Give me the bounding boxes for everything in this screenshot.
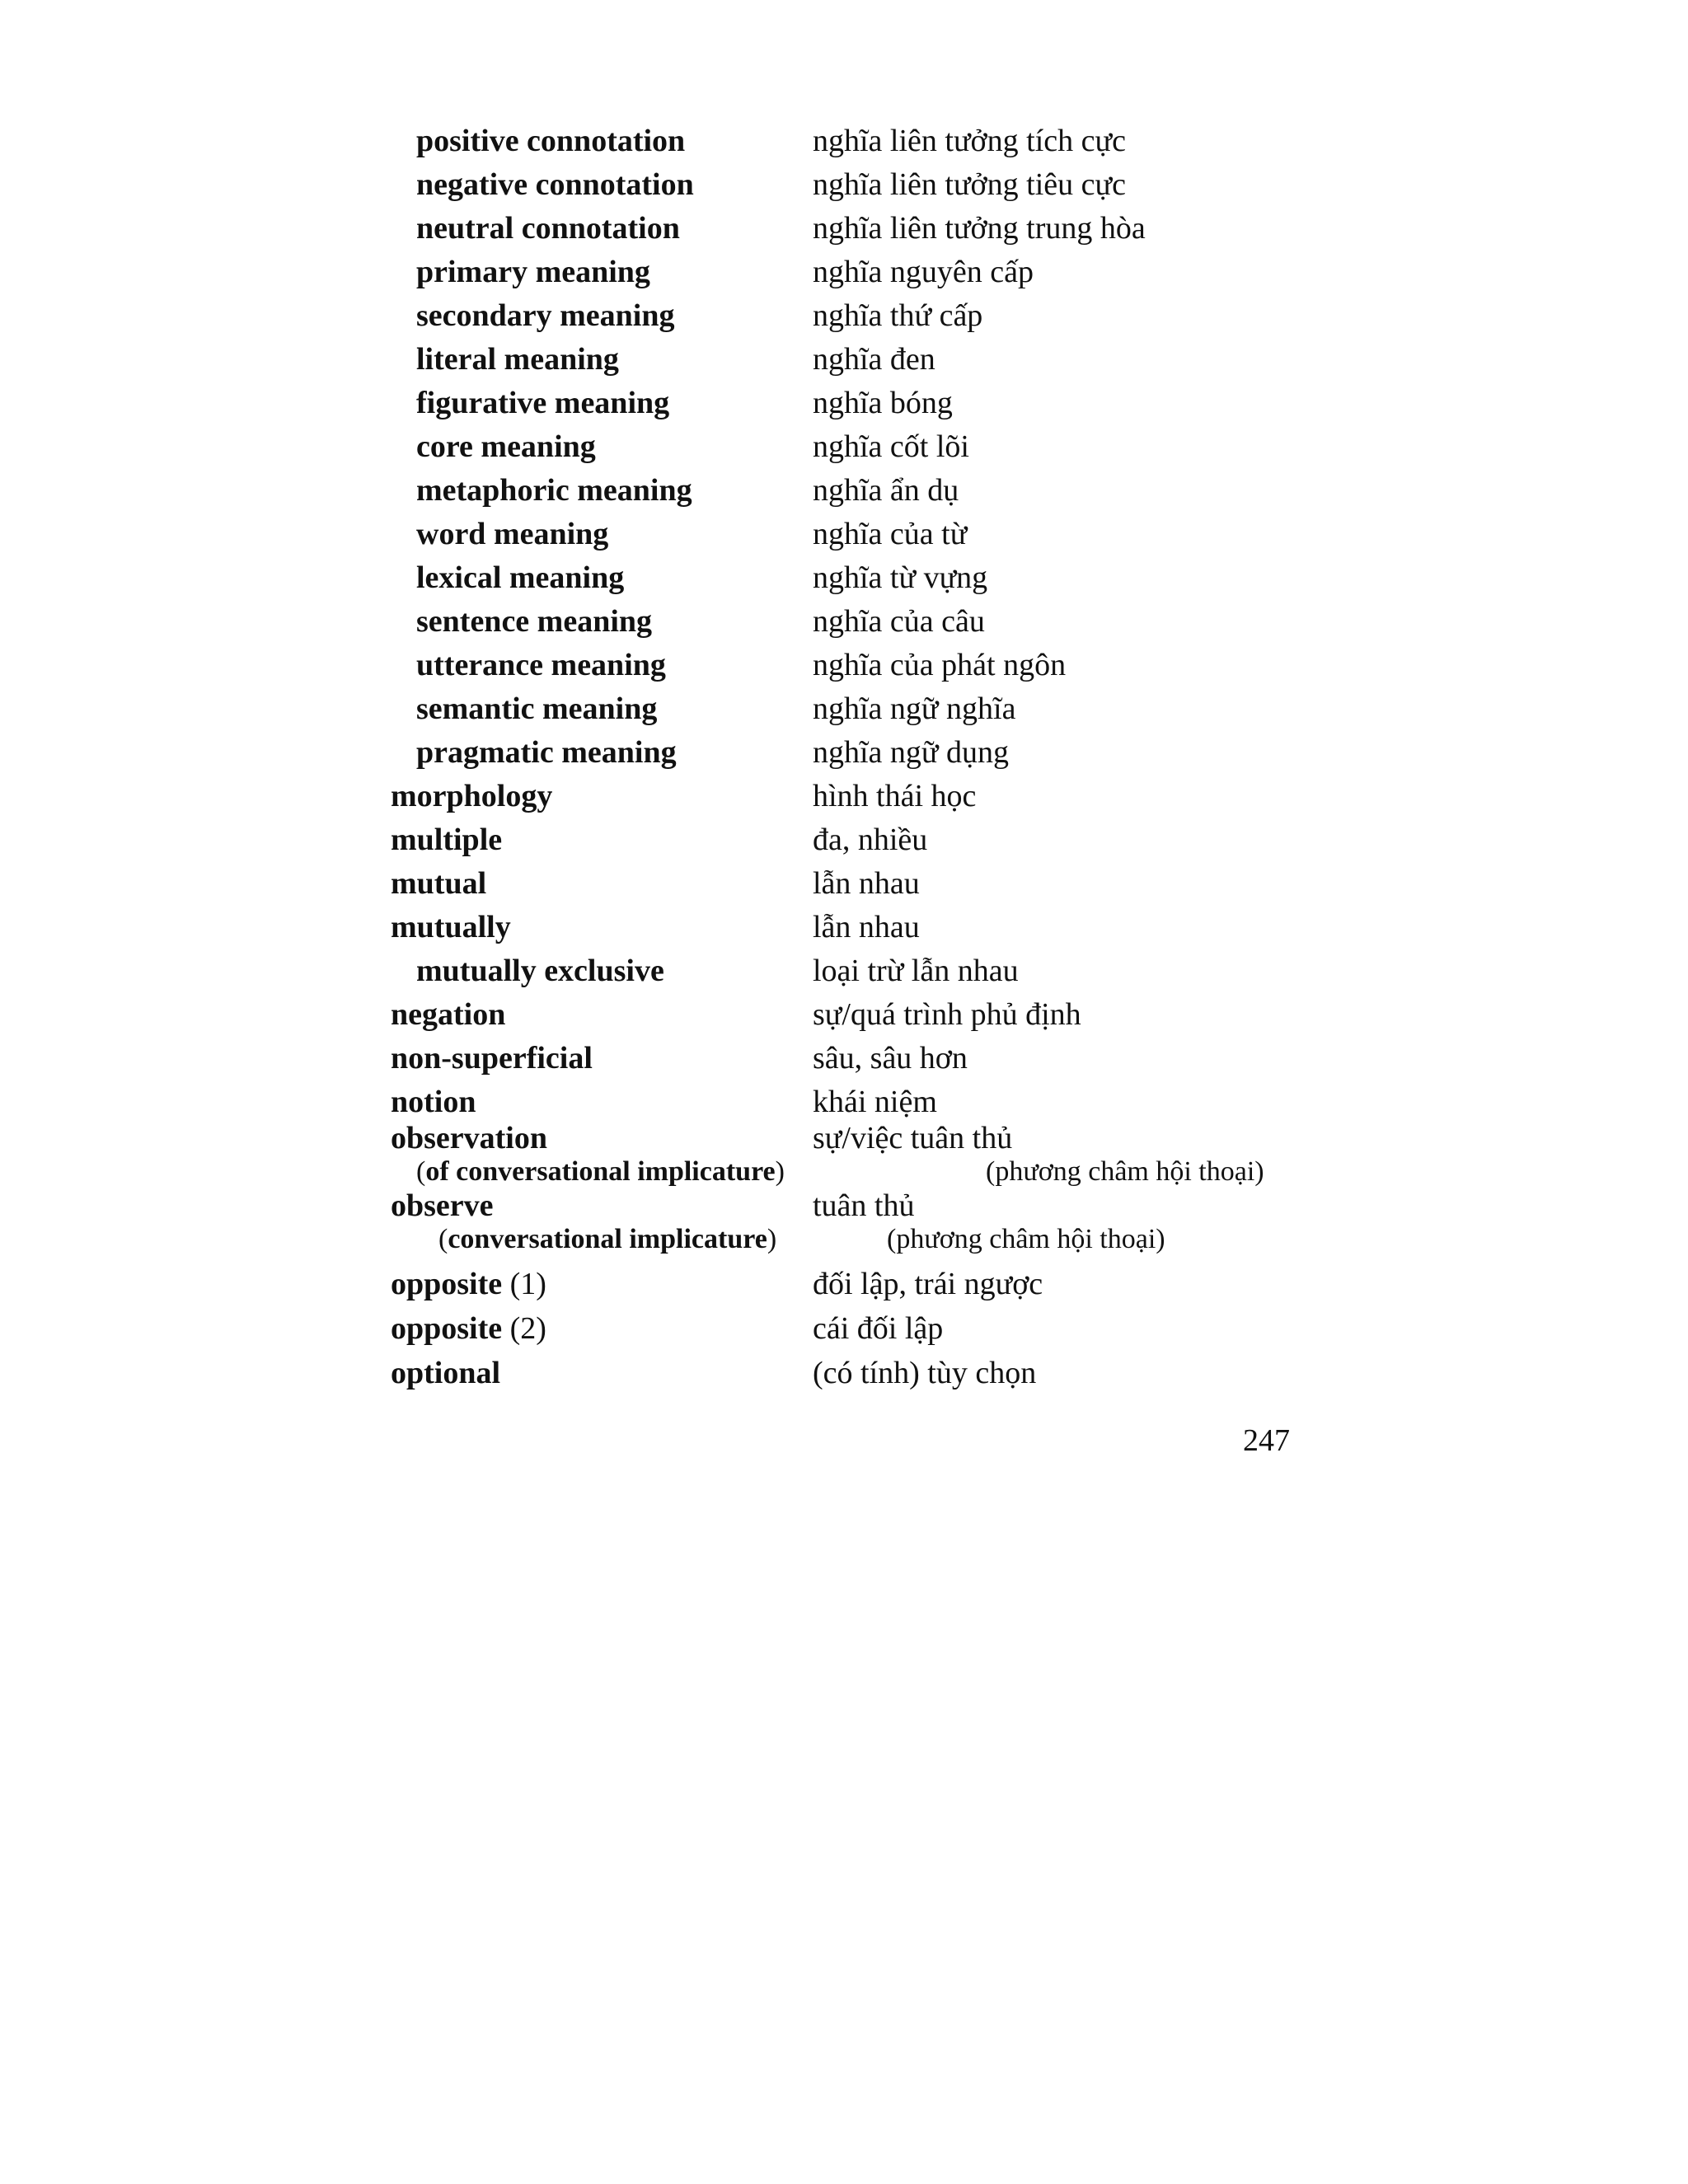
entry-gloss: cái đối lập bbox=[813, 1311, 944, 1346]
entry-gloss: tuân thủ bbox=[813, 1188, 915, 1223]
entry-gloss: sâu, sâu hơn bbox=[813, 1041, 968, 1076]
entry-term: mutually bbox=[391, 910, 511, 944]
entry-term: semantic meaning bbox=[416, 691, 658, 726]
entry-note bbox=[438, 1223, 776, 1256]
entry-gloss: lẫn nhau bbox=[813, 866, 920, 901]
entry-term: observe bbox=[391, 1188, 494, 1223]
entry-term: mutually exclusive bbox=[416, 954, 664, 988]
note-open-paren: ( bbox=[416, 1156, 426, 1187]
entry-term: word meaning bbox=[416, 517, 609, 551]
note-close-paren: ) bbox=[775, 1156, 785, 1187]
entry-term: notion bbox=[391, 1085, 476, 1119]
entry-term: multiple bbox=[391, 823, 503, 857]
entry-gloss: nghĩa liên tưởng tiêu cực bbox=[813, 167, 1126, 202]
entry-gloss: nghĩa cốt lõi bbox=[813, 429, 969, 464]
entry-gloss: đối lập, trái ngược bbox=[813, 1267, 1043, 1301]
entry-gloss: nghĩa nguyên cấp bbox=[813, 255, 1034, 289]
entry-gloss: nghĩa của phát ngôn bbox=[813, 648, 1067, 682]
entry-term: secondary meaning bbox=[416, 298, 675, 333]
entry-gloss: nghĩa thứ cấp bbox=[813, 298, 983, 333]
entry-gloss: nghĩa của câu bbox=[813, 604, 985, 639]
entry-gloss: nghĩa đen bbox=[813, 342, 935, 377]
entry-gloss: hình thái học bbox=[813, 779, 977, 813]
entry-note bbox=[416, 1155, 785, 1188]
entry-gloss: sự/việc tuân thủ bbox=[813, 1121, 1013, 1155]
note-term: of conversational implicature bbox=[425, 1156, 776, 1187]
entry-note-gloss: (phương châm hội thoại) bbox=[887, 1224, 1165, 1254]
entry-term: figurative meaning bbox=[416, 386, 670, 420]
entry-term: core meaning bbox=[416, 429, 596, 464]
entry-term bbox=[391, 1310, 546, 1347]
entry-gloss: nghĩa ngữ nghĩa bbox=[813, 691, 1016, 726]
entry-gloss: lẫn nhau bbox=[813, 910, 920, 944]
entry-gloss: nghĩa liên tưởng trung hòa bbox=[813, 211, 1146, 246]
entry-term: observation bbox=[391, 1121, 547, 1155]
page-number: 247 bbox=[1243, 1423, 1290, 1458]
entry-gloss: nghĩa ẩn dụ bbox=[813, 473, 959, 508]
entry-gloss: nghĩa liên tưởng tích cực bbox=[813, 124, 1126, 158]
entry-gloss: sự/quá trình phủ định bbox=[813, 997, 1081, 1032]
entry-term: optional bbox=[391, 1356, 501, 1390]
entry-note-gloss: (phương châm hội thoại) bbox=[986, 1156, 1264, 1187]
entry-gloss: nghĩa ngữ dụng bbox=[813, 735, 1010, 770]
entry-gloss: (có tính) tùy chọn bbox=[813, 1356, 1037, 1390]
note-term: conversational implicature bbox=[448, 1224, 767, 1254]
entry-term-word: opposite bbox=[391, 1311, 503, 1346]
entry-gloss: nghĩa từ vựng bbox=[813, 560, 988, 595]
note-open-paren: ( bbox=[438, 1224, 448, 1254]
entry-gloss: nghĩa của từ bbox=[813, 517, 968, 551]
entry-term: pragmatic meaning bbox=[416, 735, 677, 770]
entry-term: neutral connotation bbox=[416, 211, 680, 246]
entry-term: utterance meaning bbox=[416, 648, 666, 682]
note-close-paren: ) bbox=[767, 1224, 777, 1254]
entry-term: non-superficial bbox=[391, 1041, 593, 1076]
entry-term: negation bbox=[391, 997, 506, 1032]
entry-gloss: nghĩa bóng bbox=[813, 386, 953, 420]
entry-sense: (2) bbox=[509, 1311, 546, 1346]
entry-term: metaphoric meaning bbox=[416, 473, 692, 508]
entry-term: lexical meaning bbox=[416, 560, 625, 595]
entry-term: morphology bbox=[391, 779, 553, 813]
entry-term: literal meaning bbox=[416, 342, 619, 377]
entry-term: mutual bbox=[391, 866, 487, 901]
entry-term bbox=[391, 1265, 546, 1303]
entry-term: positive connotation bbox=[416, 124, 686, 158]
entry-gloss: loại trừ lẫn nhau bbox=[813, 954, 1019, 988]
entry-term: primary meaning bbox=[416, 255, 650, 289]
entry-term: negative connotation bbox=[416, 167, 694, 202]
entry-sense: (1) bbox=[509, 1267, 546, 1301]
entry-term: sentence meaning bbox=[416, 604, 653, 639]
entry-term-word: opposite bbox=[391, 1267, 503, 1301]
entry-gloss: khái niệm bbox=[813, 1085, 937, 1119]
entry-gloss: đa, nhiều bbox=[813, 823, 928, 857]
